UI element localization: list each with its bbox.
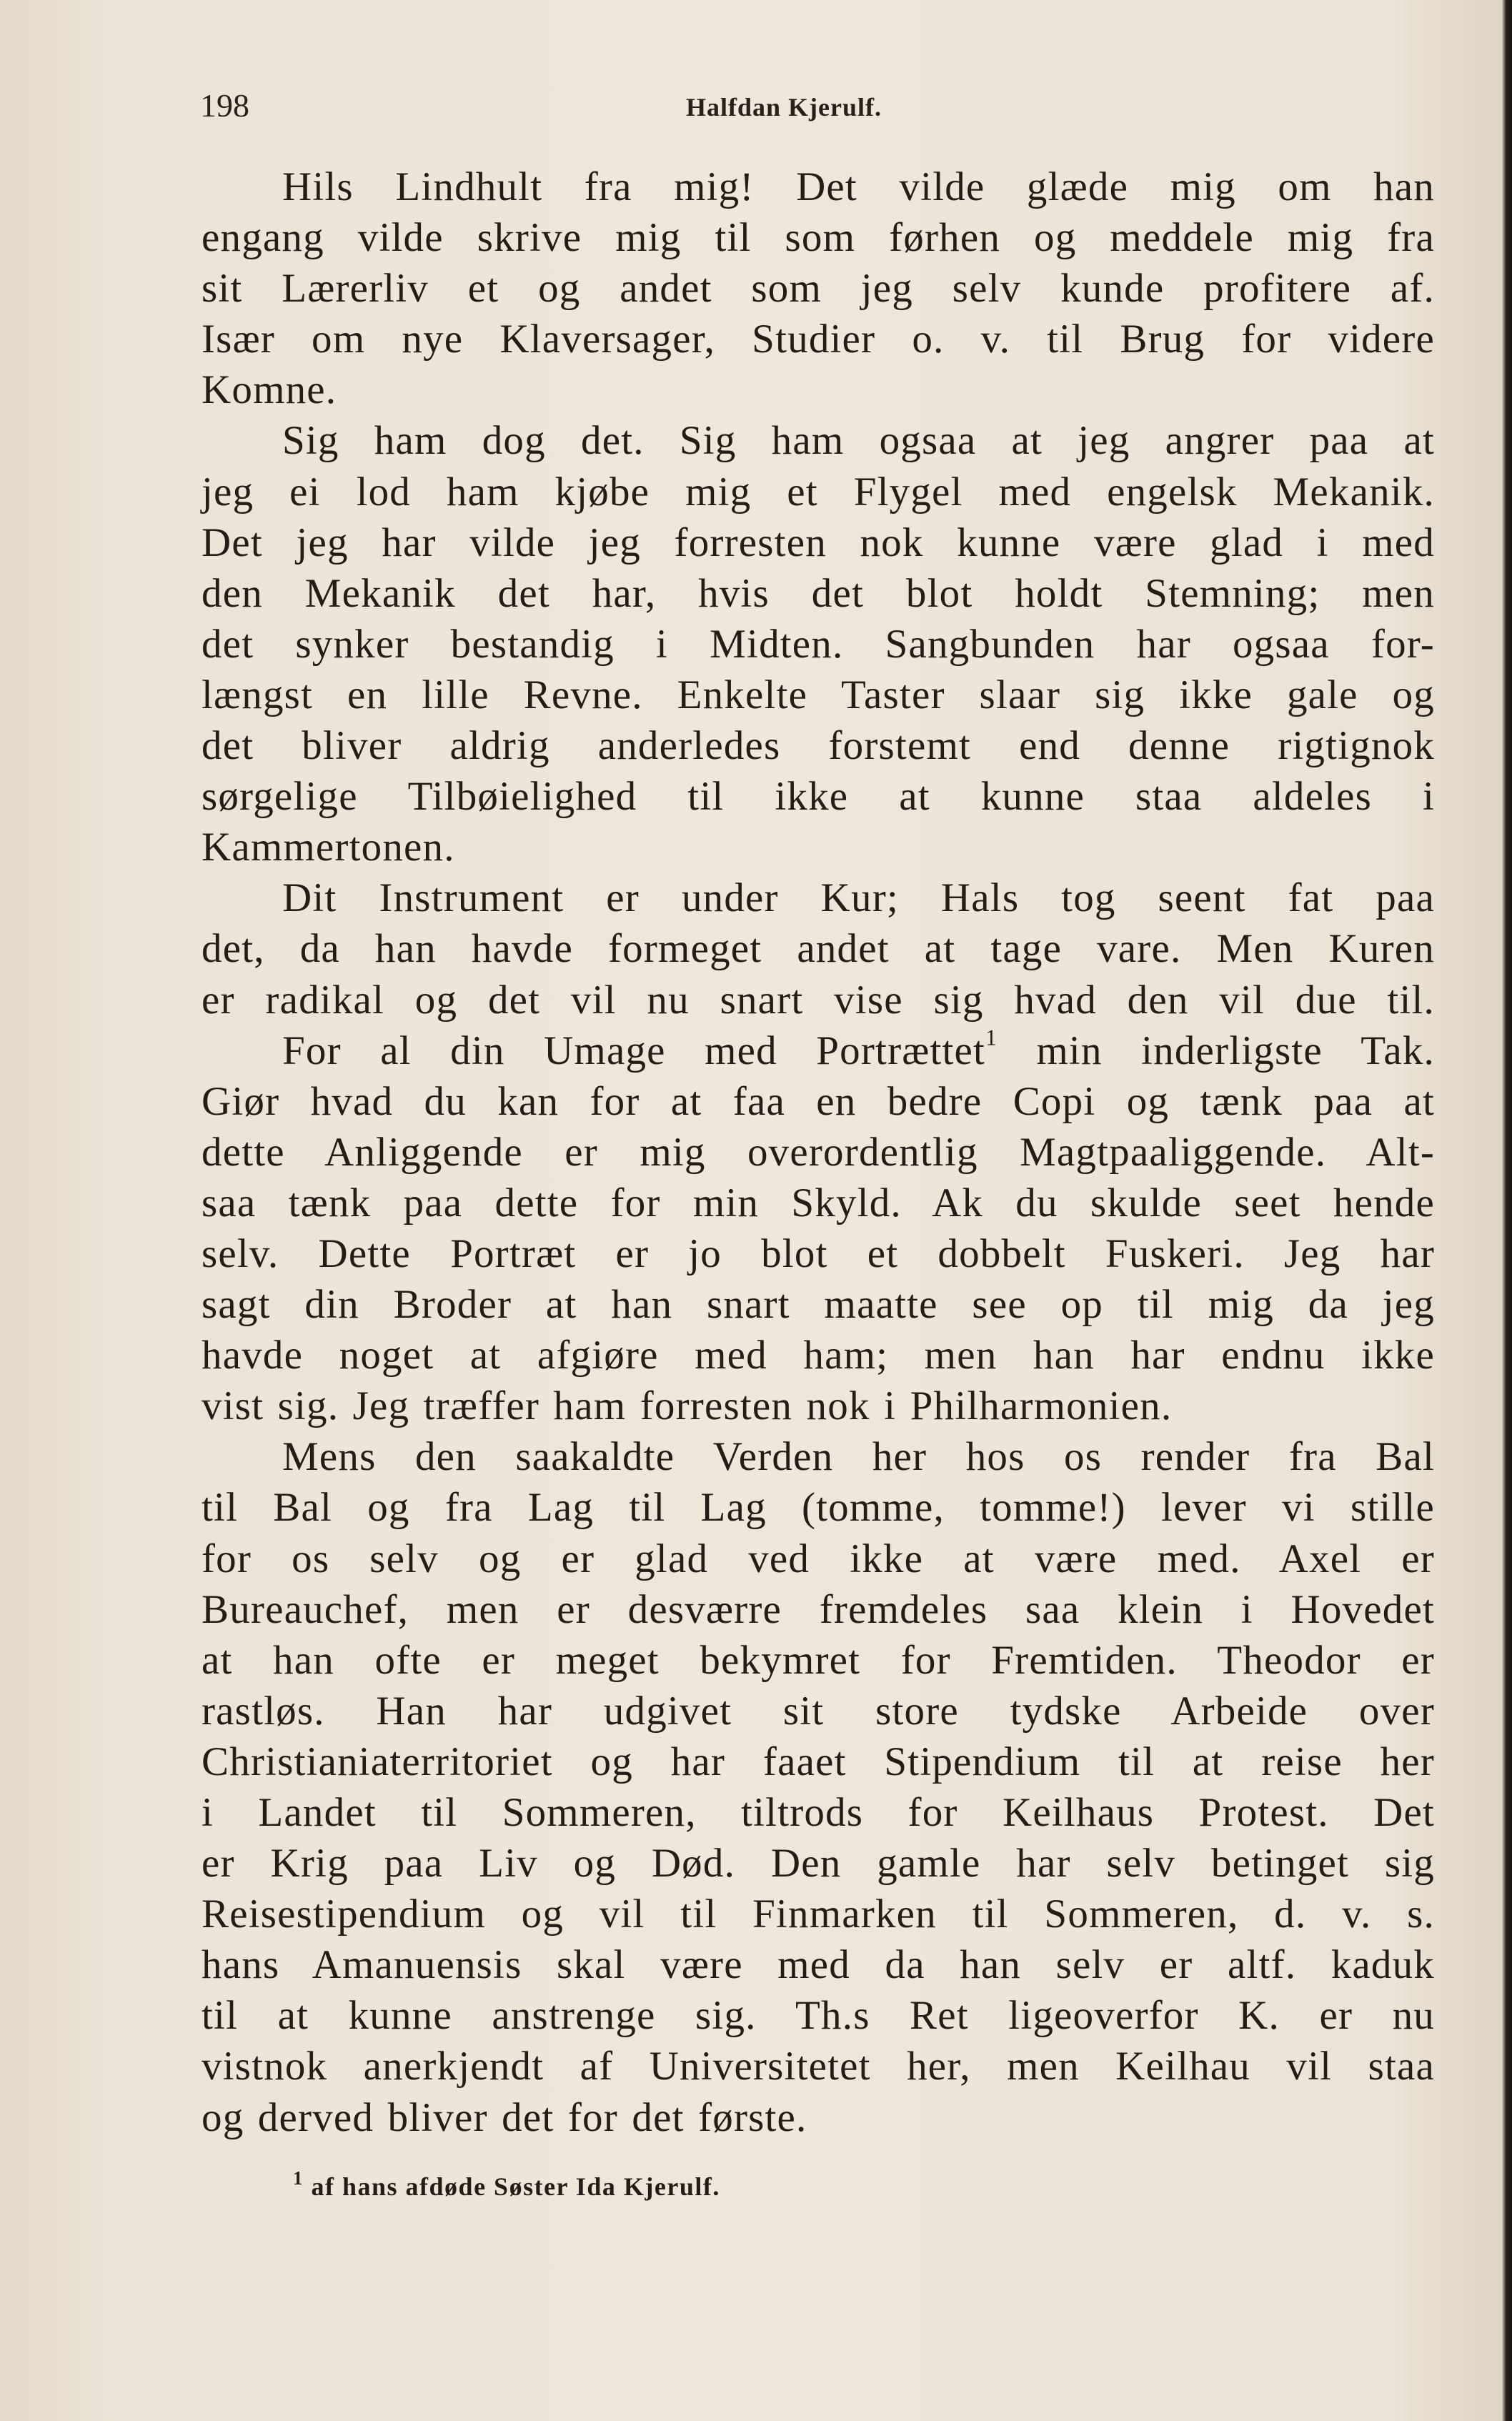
body-text [202, 161, 1435, 2143]
text-line: Giør hvad du kan for at faa en bedre Copi og tænk paa at [202, 1078, 1435, 1124]
text-line: det, da han havde formeget andet at tage vare. Men Kuren [202, 926, 1435, 972]
footnote-marker: 1 [293, 2167, 304, 2189]
text-line: Dit Instrument er under Kur; Hals tog seent fat paa [282, 875, 1435, 921]
text-line: Reisestipendium og vil til Finmarken til Sommeren, d. v. s. [202, 1891, 1435, 1937]
footnote [293, 2167, 720, 2207]
page-edge-shadow [1502, 0, 1512, 2421]
text-line: Det jeg har vilde jeg forresten nok kunne være glad i med [202, 520, 1435, 565]
text-line: til at kunne anstrenge sig. Th.s Ret ligeoverfor K. er nu [202, 1993, 1435, 2039]
page-header [200, 84, 1415, 127]
text-line: Christianiaterritoriet og har faaet Stipendium til at reise her [202, 1739, 1435, 1784]
text-line: Især om nye Klaversager, Studier o. v. til Brug for videre [202, 317, 1435, 362]
text-line: den Mekanik det har, hvis det blot holdt Stemning; men [202, 570, 1435, 616]
text-line: Komne. [202, 367, 337, 413]
text-line: Kammertonen. [202, 825, 455, 870]
text-line-with-footnote [202, 1025, 1435, 1076]
text-line: Mens den saakaldte Verden her hos os render fra Bal [282, 1434, 1435, 1480]
text-line: vist sig. Jeg træffer ham forresten nok i Philharmonien. [202, 1383, 1173, 1429]
text-line: rastløs. Han har udgivet sit store tydske Arbeide over [202, 1688, 1435, 1734]
page-number: 198 [200, 87, 249, 124]
text-line: længst en lille Revne. Enkelte Taster slaar sig ikke gale og [202, 672, 1435, 717]
text-segment: min inderligste Tak. [997, 1028, 1435, 1073]
footnote-reference: 1 [985, 1024, 998, 1050]
text-line: dette Anliggende er mig overordentlig Magtpaaliggende. Alt- [202, 1129, 1435, 1175]
text-line: Sig ham dog det. Sig ham ogsaa at jeg angrer paa at [282, 418, 1435, 464]
text-line: Bureauchef, men er desværre fremdeles saa klein i Hovedet [202, 1586, 1435, 1632]
text-line: havde noget at afgiøre med ham; men han har endnu ikke [202, 1333, 1435, 1378]
text-line: det synker bestandig i Midten. Sangbunden har ogsaa for- [202, 621, 1435, 667]
text-line: selv. Dette Portræt er jo blot et dobbelt Fuskeri. Jeg har [202, 1231, 1435, 1276]
text-line: er Krig paa Liv og Død. Den gamle har selv betinget sig [202, 1841, 1435, 1886]
text-line: og derved bliver det for det første. [202, 2094, 807, 2140]
running-head: Halfdan Kjerulf. [686, 93, 882, 121]
text-line: jeg ei lod ham kjøbe mig et Flygel med engelsk Mekanik. [202, 469, 1435, 514]
text-line: i Landet til Sommeren, tiltrods for Keilhaus Protest. Det [202, 1790, 1435, 1835]
text-segment: For al din Umage med Portrættet [282, 1028, 986, 1073]
text-line: til Bal og fra Lag til Lag (tomme, tomme!) lever vi stille [202, 1485, 1435, 1531]
text-line: vistnok anerkjendt af Universitetet her, men Keilhau vil staa [202, 2044, 1435, 2089]
text-line: er radikal og det vil nu snart vise sig hvad den vil due til. [202, 977, 1435, 1023]
text-line: sit Lærerliv et og andet som jeg selv kunde profitere af. [202, 266, 1435, 312]
footnote-text: af hans afdøde Søster Ida Kjerulf. [304, 2172, 720, 2201]
text-line: sagt din Broder at han snart maatte see op til mig da jeg [202, 1282, 1435, 1328]
text-line: for os selv og er glad ved ikke at være med. Axel er [202, 1536, 1435, 1581]
text-line: Hils Lindhult fra mig! Det vilde glæde mig om han [282, 164, 1435, 209]
text-line: saa tænk paa dette for min Skyld. Ak du skulde seet hende [202, 1180, 1435, 1226]
text-line: engang vilde skrive mig til som førhen og meddele mig fra [202, 215, 1435, 261]
text-line: sørgelige Tilbøielighed til ikke at kunne staa aldeles i [202, 774, 1435, 820]
text-line: det bliver aldrig anderledes forstemt end denne rigtignok [202, 723, 1435, 769]
text-line: hans Amanuensis skal være med da han selv er altf. kaduk [202, 1942, 1435, 1988]
text-line: at han ofte er meget bekymret for Fremtiden. Theodor er [202, 1637, 1435, 1683]
